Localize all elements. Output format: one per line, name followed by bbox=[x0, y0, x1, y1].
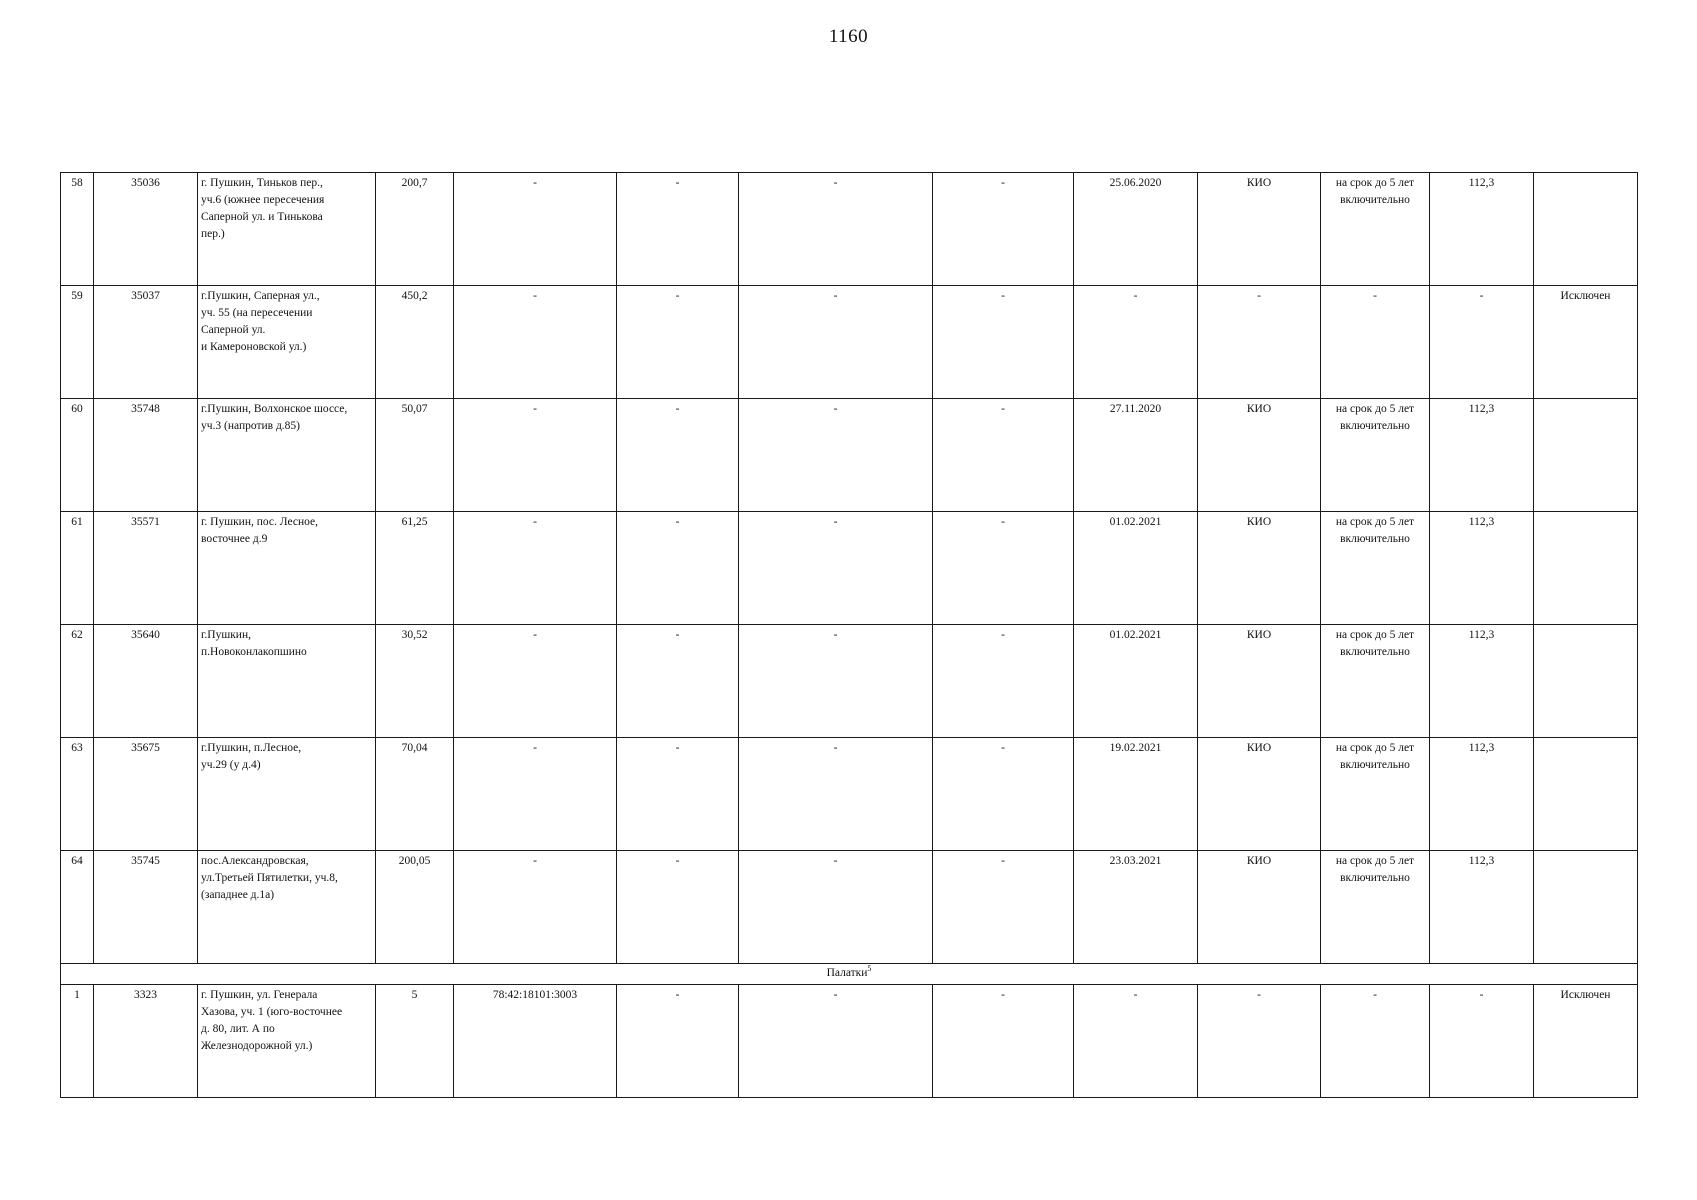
cadastral-cell: - bbox=[454, 625, 617, 738]
note-cell bbox=[1534, 512, 1638, 625]
row-number-cell: 1 bbox=[61, 985, 94, 1098]
object-id-cell: 35037 bbox=[94, 286, 198, 399]
column-7-cell: - bbox=[739, 851, 933, 964]
area-cell: 50,07 bbox=[376, 399, 454, 512]
column-8-cell: - bbox=[933, 399, 1074, 512]
table-row bbox=[61, 851, 1638, 964]
note-cell bbox=[1534, 738, 1638, 851]
page-number: 1160 bbox=[828, 26, 869, 47]
area-cell: 450,2 bbox=[376, 286, 454, 399]
object-id-cell: 35036 bbox=[94, 173, 198, 286]
column-7-cell: - bbox=[739, 625, 933, 738]
date-cell: 01.02.2021 bbox=[1074, 512, 1198, 625]
column-8-cell: - bbox=[933, 985, 1074, 1098]
date-cell: 01.02.2021 bbox=[1074, 625, 1198, 738]
note-cell bbox=[1534, 399, 1638, 512]
date-cell: 23.03.2021 bbox=[1074, 851, 1198, 964]
column-7-cell: - bbox=[739, 399, 933, 512]
area-cell: 70,04 bbox=[376, 738, 454, 851]
organization-cell: КИО bbox=[1198, 851, 1321, 964]
column-8-cell: - bbox=[933, 512, 1074, 625]
organization-cell: КИО bbox=[1198, 512, 1321, 625]
term-cell: на срок до 5 лет включительно bbox=[1321, 851, 1430, 964]
registry-table bbox=[60, 172, 1638, 1098]
code-cell: - bbox=[1430, 286, 1534, 399]
section-header-cell bbox=[61, 964, 1638, 985]
column-6-cell: - bbox=[617, 851, 739, 964]
term-cell: - bbox=[1321, 286, 1430, 399]
date-cell: - bbox=[1074, 985, 1198, 1098]
table-row bbox=[61, 738, 1638, 851]
cadastral-cell: - bbox=[454, 512, 617, 625]
code-cell: 112,3 bbox=[1430, 625, 1534, 738]
code-cell: 112,3 bbox=[1430, 173, 1534, 286]
column-7-cell: - bbox=[739, 512, 933, 625]
column-6-cell: - bbox=[617, 286, 739, 399]
date-cell: 19.02.2021 bbox=[1074, 738, 1198, 851]
table-row bbox=[61, 625, 1638, 738]
area-cell: 61,25 bbox=[376, 512, 454, 625]
term-cell: на срок до 5 лет включительно bbox=[1321, 399, 1430, 512]
column-6-cell: - bbox=[617, 985, 739, 1098]
note-cell: Исключен bbox=[1534, 985, 1638, 1098]
address-cell: г.Пушкин, Волхонское шоссе, уч.3 (напротив д.85) bbox=[198, 399, 376, 512]
note-cell bbox=[1534, 851, 1638, 964]
column-7-cell: - bbox=[739, 738, 933, 851]
section-footnote-mark: 5 bbox=[867, 964, 872, 974]
object-id-cell: 3323 bbox=[94, 985, 198, 1098]
row-number-cell: 62 bbox=[61, 625, 94, 738]
cadastral-cell: - bbox=[454, 399, 617, 512]
object-id-cell: 35675 bbox=[94, 738, 198, 851]
term-cell: на срок до 5 лет включительно bbox=[1321, 512, 1430, 625]
cadastral-cell: - bbox=[454, 173, 617, 286]
row-number-cell: 58 bbox=[61, 173, 94, 286]
code-cell: 112,3 bbox=[1430, 851, 1534, 964]
organization-cell: - bbox=[1198, 286, 1321, 399]
object-id-cell: 35571 bbox=[94, 512, 198, 625]
row-number-cell: 60 bbox=[61, 399, 94, 512]
address-cell: пос.Александровская, ул.Третьей Пятилетки, уч.8, (западнее д.1а) bbox=[198, 851, 376, 964]
date-cell: 25.06.2020 bbox=[1074, 173, 1198, 286]
term-cell: на срок до 5 лет включительно bbox=[1321, 625, 1430, 738]
address-cell: г. Пушкин, ул. Генерала Хазова, уч. 1 (юго-восточнее д. 80, лит. А по Железнодорожной ул.) bbox=[198, 985, 376, 1098]
object-id-cell: 35748 bbox=[94, 399, 198, 512]
term-cell: на срок до 5 лет включительно bbox=[1321, 738, 1430, 851]
cadastral-cell: 78:42:18101:3003 bbox=[454, 985, 617, 1098]
term-cell: на срок до 5 лет включительно bbox=[1321, 173, 1430, 286]
code-cell: 112,3 bbox=[1430, 738, 1534, 851]
term-cell: - bbox=[1321, 985, 1430, 1098]
address-cell: г. Пушкин, Тиньков пер., уч.6 (южнее пересечения Саперной ул. и Тинькова пер.) bbox=[198, 173, 376, 286]
column-8-cell: - bbox=[933, 851, 1074, 964]
organization-cell: - bbox=[1198, 985, 1321, 1098]
table-row bbox=[61, 286, 1638, 399]
address-cell: г.Пушкин, п.Новоконлакопшино bbox=[198, 625, 376, 738]
area-cell: 200,7 bbox=[376, 173, 454, 286]
section-label: Палатки bbox=[826, 967, 868, 979]
column-6-cell: - bbox=[617, 173, 739, 286]
table-row bbox=[61, 399, 1638, 512]
column-6-cell: - bbox=[617, 738, 739, 851]
table-row bbox=[61, 512, 1638, 625]
column-8-cell: - bbox=[933, 286, 1074, 399]
code-cell: 112,3 bbox=[1430, 399, 1534, 512]
object-id-cell: 35745 bbox=[94, 851, 198, 964]
column-6-cell: - bbox=[617, 625, 739, 738]
column-7-cell: - bbox=[739, 286, 933, 399]
code-cell: 112,3 bbox=[1430, 512, 1534, 625]
table-row bbox=[61, 173, 1638, 286]
organization-cell: КИО bbox=[1198, 738, 1321, 851]
row-number-cell: 64 bbox=[61, 851, 94, 964]
column-7-cell: - bbox=[739, 173, 933, 286]
table-row bbox=[61, 985, 1638, 1098]
date-cell: 27.11.2020 bbox=[1074, 399, 1198, 512]
row-number-cell: 59 bbox=[61, 286, 94, 399]
cadastral-cell: - bbox=[454, 851, 617, 964]
note-cell bbox=[1534, 173, 1638, 286]
code-cell: - bbox=[1430, 985, 1534, 1098]
column-8-cell: - bbox=[933, 625, 1074, 738]
table-body bbox=[61, 173, 1638, 1098]
column-6-cell: - bbox=[617, 399, 739, 512]
address-cell: г.Пушкин, Саперная ул., уч. 55 (на пересечении Саперной ул. и Камероновской ул.) bbox=[198, 286, 376, 399]
row-number-cell: 63 bbox=[61, 738, 94, 851]
column-7-cell: - bbox=[739, 985, 933, 1098]
section-header-row bbox=[61, 964, 1638, 985]
organization-cell: КИО bbox=[1198, 173, 1321, 286]
date-cell: - bbox=[1074, 286, 1198, 399]
column-8-cell: - bbox=[933, 173, 1074, 286]
object-id-cell: 35640 bbox=[94, 625, 198, 738]
area-cell: 5 bbox=[376, 985, 454, 1098]
area-cell: 200,05 bbox=[376, 851, 454, 964]
organization-cell: КИО bbox=[1198, 625, 1321, 738]
address-cell: г. Пушкин, пос. Лесное, восточнее д.9 bbox=[198, 512, 376, 625]
column-6-cell: - bbox=[617, 512, 739, 625]
cadastral-cell: - bbox=[454, 738, 617, 851]
cadastral-cell: - bbox=[454, 286, 617, 399]
address-cell: г.Пушкин, п.Лесное, уч.29 (у д.4) bbox=[198, 738, 376, 851]
organization-cell: КИО bbox=[1198, 399, 1321, 512]
column-8-cell: - bbox=[933, 738, 1074, 851]
area-cell: 30,52 bbox=[376, 625, 454, 738]
note-cell: Исключен bbox=[1534, 286, 1638, 399]
row-number-cell: 61 bbox=[61, 512, 94, 625]
note-cell bbox=[1534, 625, 1638, 738]
